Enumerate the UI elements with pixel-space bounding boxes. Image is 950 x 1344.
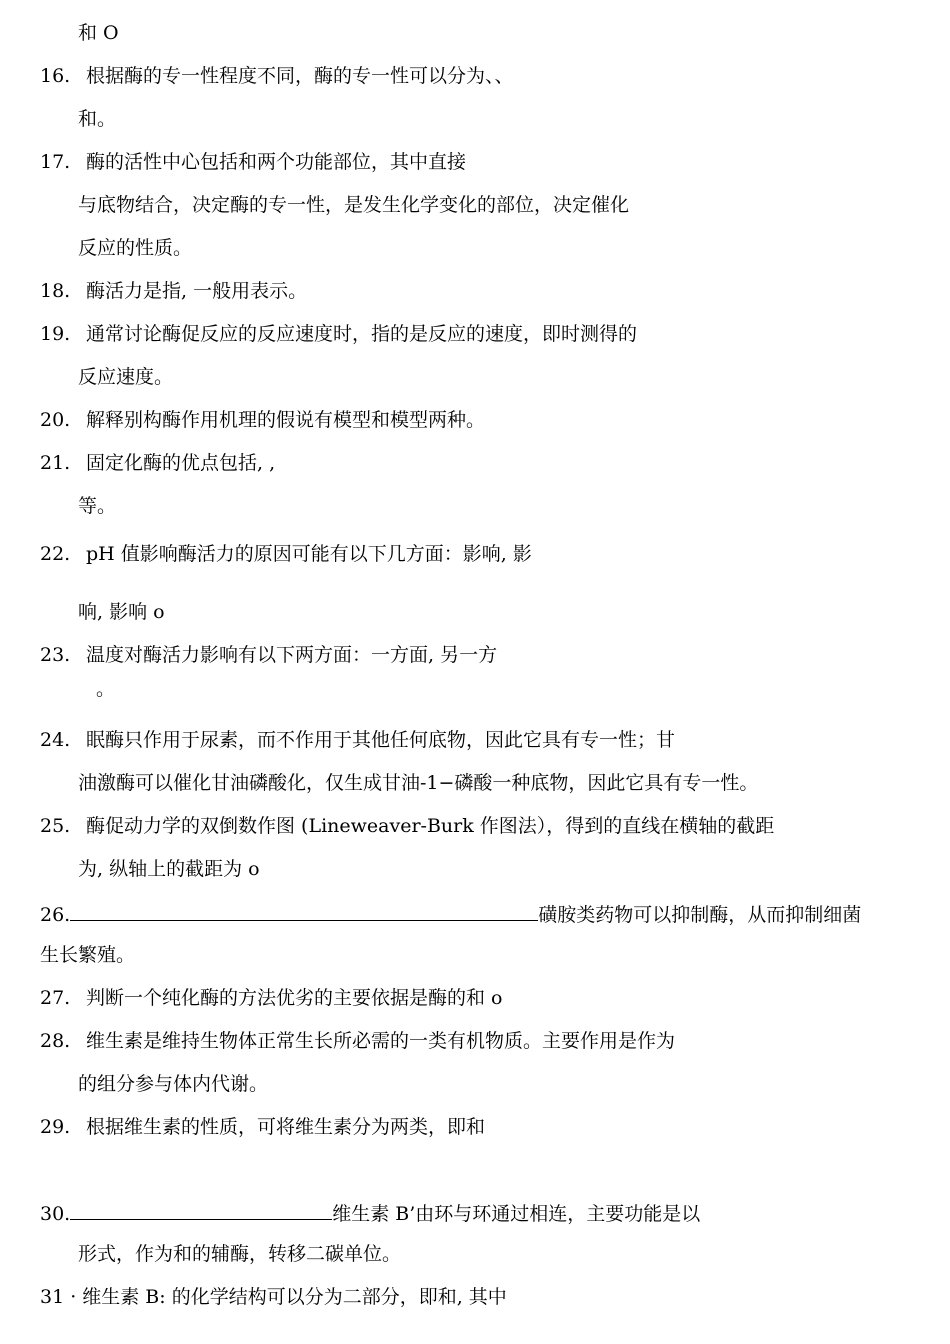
question-text: 磺胺类药物可以抑制酶，从而抑制细菌 — [538, 904, 862, 926]
question-text: 维生素 B: 的化学结构可以分为二部分，即和, 其中 — [82, 1286, 507, 1308]
question-29 — [40, 1118, 485, 1137]
question-31 — [40, 1288, 507, 1307]
question-number: 26. — [40, 904, 71, 926]
text-line — [78, 774, 758, 793]
line-text: 反应速度。 — [78, 366, 174, 388]
question-17 — [40, 153, 466, 172]
question-number: 17. — [40, 151, 71, 173]
question-number: 28. — [40, 1030, 71, 1052]
question-23 — [40, 646, 497, 665]
answer-blank — [70, 903, 538, 921]
question-26 — [40, 903, 861, 925]
question-text: 判断一个纯化酶的方法优劣的主要依据是酶的和 o — [86, 987, 503, 1009]
text-line — [78, 1075, 268, 1094]
line-text: 和。 — [78, 108, 117, 130]
question-text: 固定化酶的优点包括, , — [86, 452, 276, 474]
line-text: 和 O — [78, 22, 119, 44]
text-line — [78, 239, 192, 258]
question-22 — [40, 545, 532, 564]
question-number: 31 · — [40, 1286, 77, 1308]
question-21 — [40, 454, 275, 473]
line-text: 形式，作为和的辅酶，转移二碳单位。 — [78, 1243, 402, 1265]
question-number: 19. — [40, 323, 71, 345]
text-line — [78, 1245, 401, 1264]
question-16 — [40, 67, 514, 86]
question-text: 通常讨论酶促反应的反应速度时，指的是反应的速度，即时测得的 — [86, 323, 638, 345]
question-number: 23. — [40, 644, 71, 666]
line-text: 为, 纵轴上的截距为 o — [78, 858, 260, 880]
question-19 — [40, 325, 637, 344]
question-number: 16. — [40, 65, 71, 87]
question-28 — [40, 1032, 675, 1051]
question-number: 24. — [40, 729, 71, 751]
question-number: 27. — [40, 987, 71, 1009]
question-18 — [40, 282, 307, 301]
question-number: 30. — [40, 1203, 71, 1225]
question-text: 维生素是维持生物体正常生长所必需的一类有机物质。主要作用是作为 — [86, 1030, 676, 1052]
question-number: 21. — [40, 452, 71, 474]
question-text: 酶的活性中心包括和两个功能部位，其中直接 — [86, 151, 467, 173]
text-line — [78, 196, 629, 215]
text-line — [78, 110, 116, 129]
text-line — [40, 946, 135, 965]
question-number: 20. — [40, 409, 71, 431]
question-30 — [40, 1202, 700, 1224]
question-25 — [40, 817, 774, 836]
question-20 — [40, 411, 485, 430]
question-text: 解释别构酶作用机理的假说有模型和模型两种。 — [86, 409, 486, 431]
question-text: pH 值影响酶活力的原因可能有以下几方面：影响, 影 — [86, 543, 532, 565]
question-text: 温度对酶活力影响有以下两方面：一方面, 另一方 — [86, 644, 498, 666]
question-number: 22. — [40, 543, 71, 565]
text-line — [78, 603, 165, 622]
question-text: 维生素 B’由环与环通过相连，主要功能是以 — [332, 1203, 701, 1225]
line-text: 的组分参与体内代谢。 — [78, 1073, 269, 1095]
text-line — [78, 497, 116, 516]
question-number: 29. — [40, 1116, 71, 1138]
question-24 — [40, 731, 675, 750]
question-text: 酶促动力学的双倒数作图 (Lineweaver-Burk 作图法），得到的直线在横轴的截距 — [86, 815, 775, 837]
line-text: 油激酶可以催化甘油磷酸化，仅生成甘油-1−磷酸一种底物，因此它具有专一性。 — [78, 772, 759, 794]
question-text: 根据酶的专一性程度不同，酶的专一性可以分为、、 — [86, 65, 514, 87]
line-text: 反应的性质。 — [78, 237, 193, 259]
text-line — [78, 860, 260, 879]
question-text: 眠酶只作用于尿素，而不作用于其他任何底物，因此它具有专一性；甘 — [86, 729, 676, 751]
question-text: 酶活力是指, 一般用表示。 — [86, 280, 308, 302]
line-text: 生长繁殖。 — [40, 944, 136, 966]
line-text: 等。 — [78, 495, 117, 517]
line-text: 响, 影响 o — [78, 601, 165, 623]
text-line — [78, 368, 173, 387]
question-number: 25. — [40, 815, 71, 837]
answer-blank — [70, 1202, 332, 1220]
question-number: 18. — [40, 280, 71, 302]
question-text: 根据维生素的性质，可将维生素分为两类，即和 — [86, 1116, 486, 1138]
question-27 — [40, 989, 502, 1008]
line-text: 与底物结合，决定酶的专一性，是发生化学变化的部位，决定催化 — [78, 194, 630, 216]
text-line — [78, 24, 119, 43]
text-line — [96, 680, 115, 699]
line-text: 。 — [96, 678, 116, 700]
